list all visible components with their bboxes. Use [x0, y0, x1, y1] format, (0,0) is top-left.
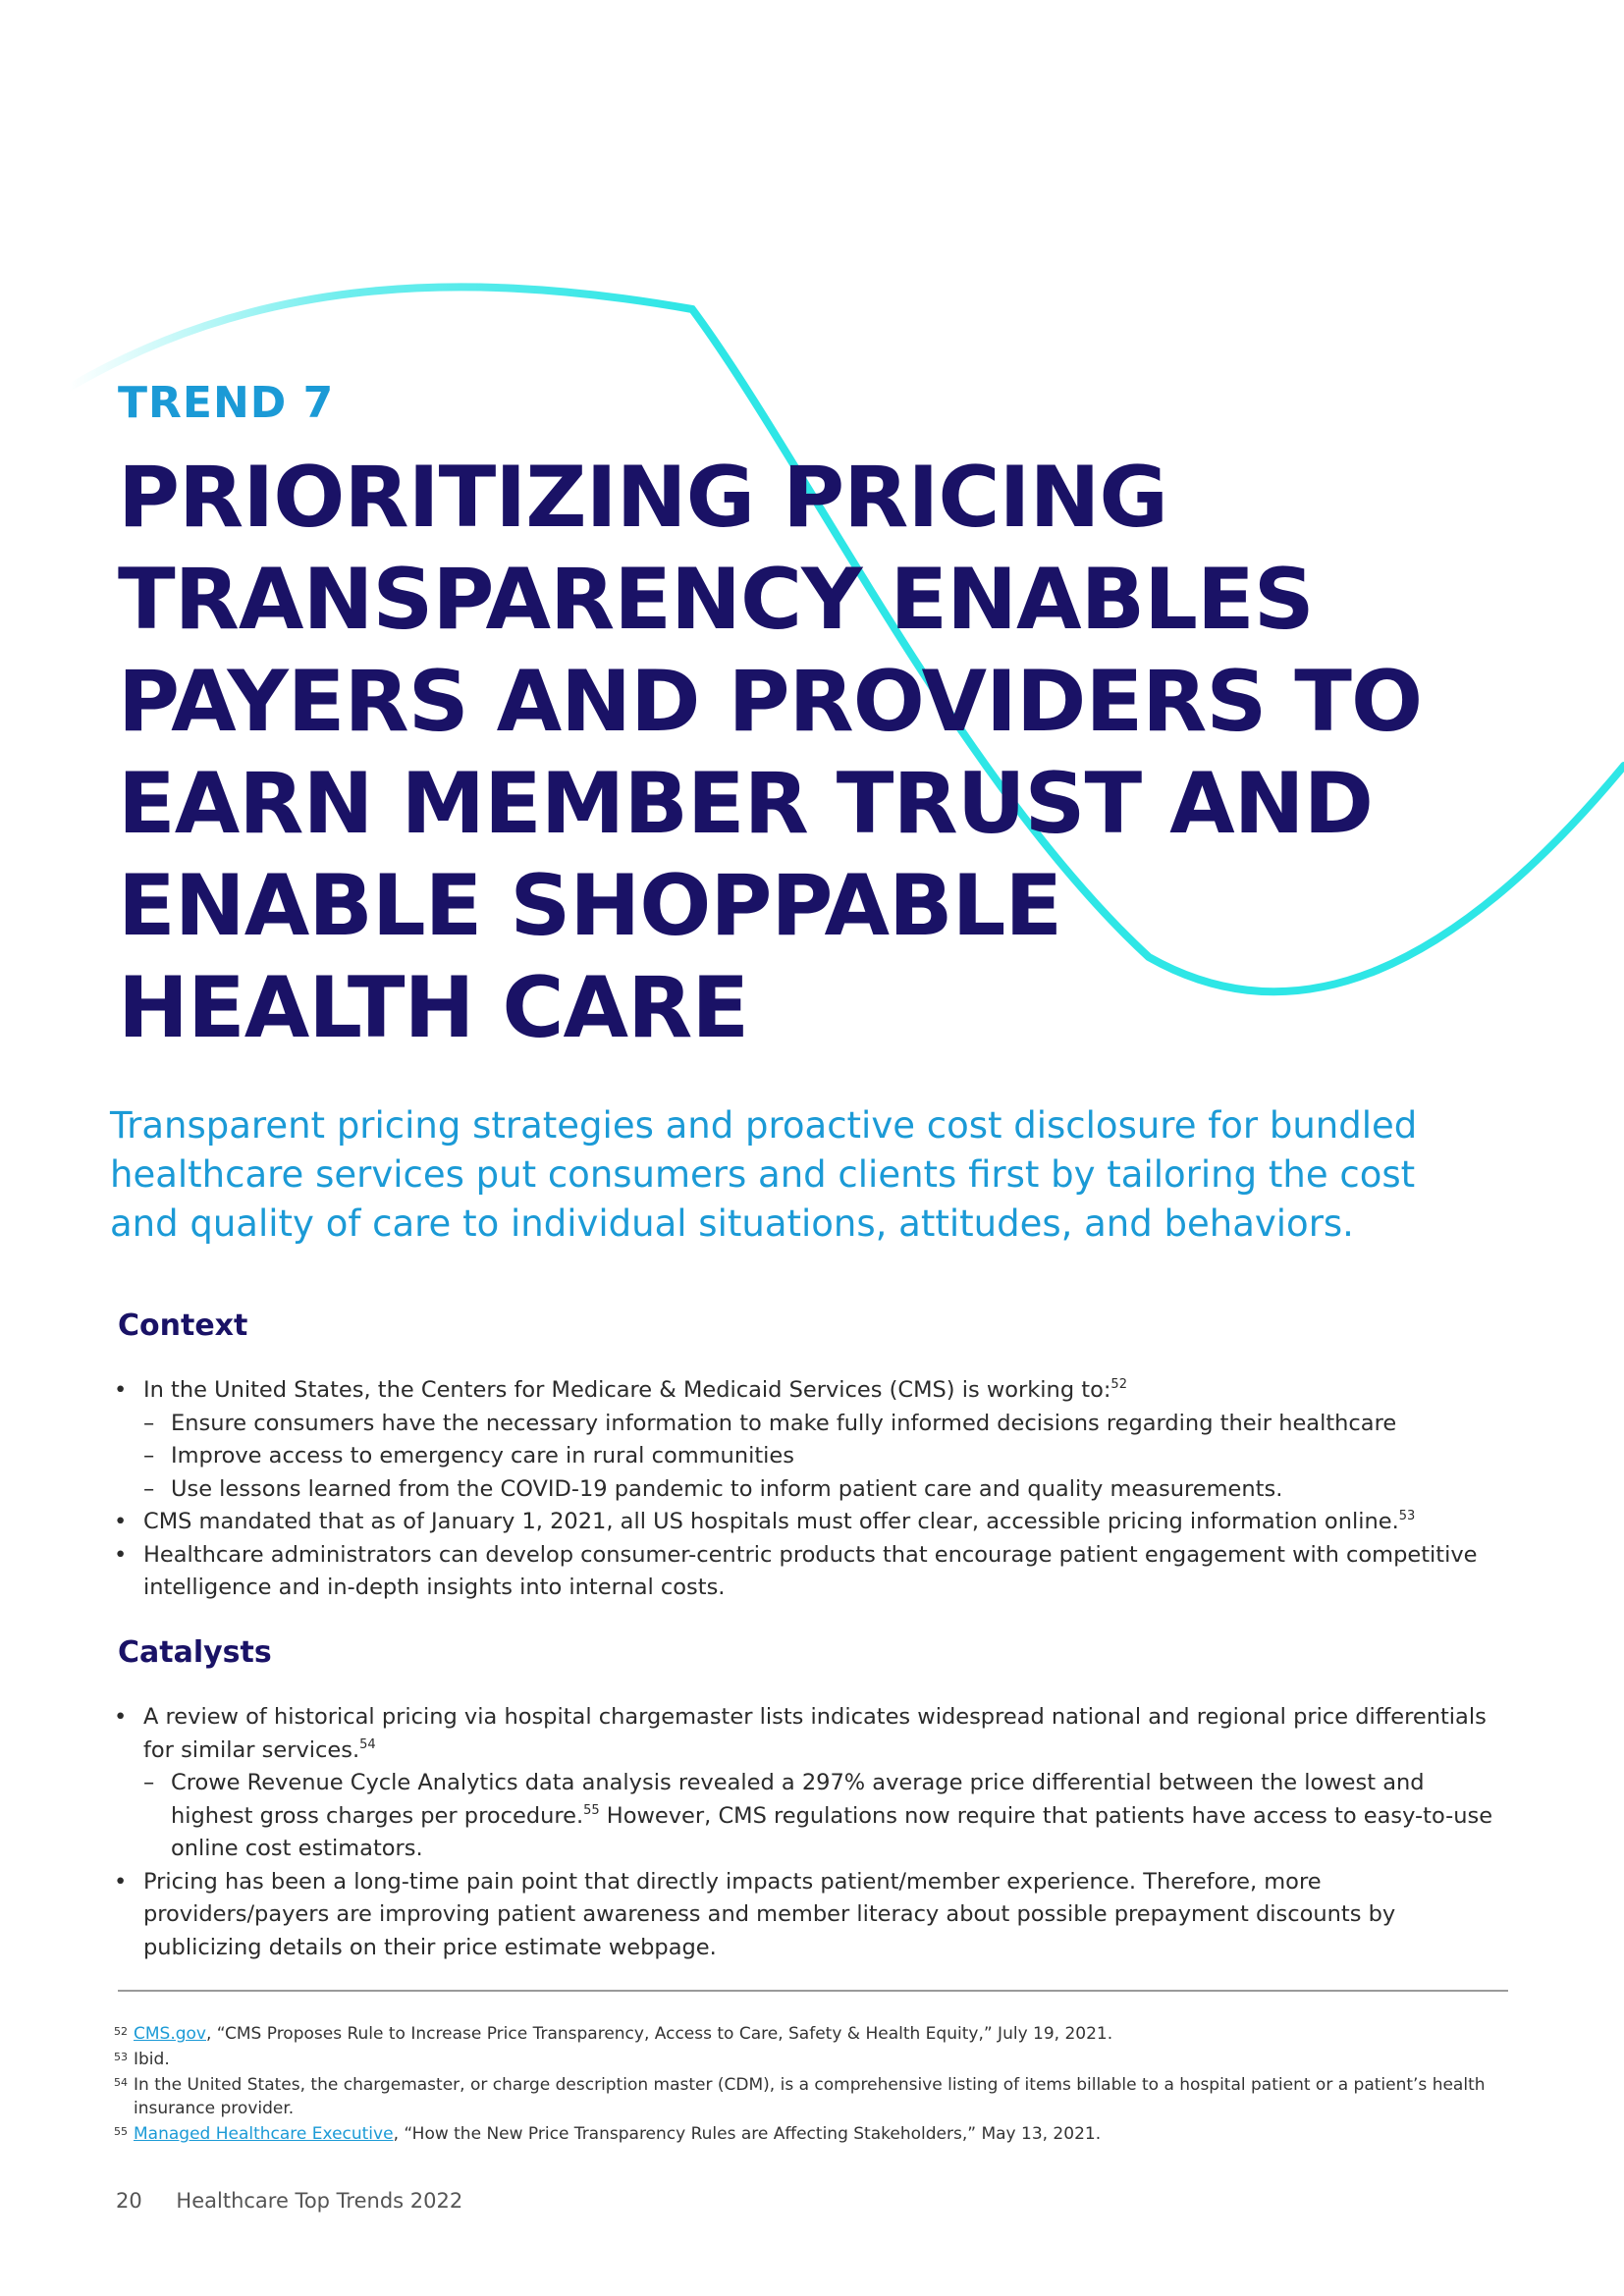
sub-bullet-text-cont: However, CMS regulations now require that patients have access to easy-to-use online cost estimators.: [171, 1802, 1493, 1861]
bullet-text: CMS mandated that as of January 1, 2021, all US hospitals must offer clear, accessible pricing information online.: [143, 1509, 1399, 1534]
list-item: [114, 1506, 1508, 1539]
footnote-link[interactable]: Managed Healthcare Executive: [134, 2124, 394, 2144]
footnote-ref: 54: [359, 1736, 376, 1752]
subtitle-line: Transparent pricing strategies and proactive cost disclosure for bundled: [110, 1104, 1418, 1147]
catalysts-list: [114, 1701, 1508, 1964]
catalysts-heading: Catalysts: [118, 1635, 272, 1670]
footnote-text: , “CMS Proposes Rule to Increase Price Transparency, Access to Care, Safety & Health Equity,” July 19, 2021.: [206, 2024, 1113, 2044]
context-heading: Context: [118, 1308, 248, 1343]
bullet-text: In the United States, the Centers for Medicare & Medicaid Services (CMS) is working to:: [143, 1377, 1111, 1403]
bullet-marker: •: [114, 1704, 128, 1730]
footnote-number: 53: [114, 2051, 128, 2063]
title-line: PRIORITIZING PRICING: [118, 449, 1168, 547]
sub-bullet-text: Use lessons learned from the COVID-19 pandemic to inform patient care and quality measurements.: [171, 1475, 1283, 1502]
sub-list-item: [114, 1408, 1508, 1441]
subtitle-line: healthcare services put consumers and clients first by tailoring the cost: [110, 1153, 1416, 1196]
footnote-text: , “How the New Price Transparency Rules are Affecting Stakeholders,” May 13, 2021.: [393, 2124, 1102, 2144]
list-item: [114, 1374, 1508, 1408]
title-line: TRANSPARENCY ENABLES: [118, 551, 1314, 649]
footnote-number: 54: [114, 2076, 128, 2089]
title-line: PAYERS AND PROVIDERS TO: [118, 653, 1423, 751]
sub-list-item: [114, 1767, 1508, 1866]
sub-list-item: [114, 1473, 1508, 1507]
bullet-marker: •: [114, 1868, 128, 1895]
footnote-ref: 52: [1110, 1377, 1127, 1392]
footnote-text: In the United States, the chargemaster, or charge description master (CDM), is a comprehensive listing of items billable to a hospital patient or a patient’s health insurance provider.: [134, 2075, 1486, 2118]
list-item: [114, 1539, 1508, 1605]
footnote-ref: 53: [1398, 1509, 1416, 1523]
sub-bullet-text: Crowe Revenue Cycle Analytics data analysis revealed a 297% average price differential between the lowest and highest gross charges per procedure.: [171, 1770, 1425, 1829]
page-footer: [116, 2189, 462, 2213]
footnote-link[interactable]: CMS.gov: [134, 2024, 206, 2044]
bullet-text: Pricing has been a long-time pain point that directly impacts patient/member experience. Therefore, more providers/payers are improving patient awareness and member literacy about possible prepayment discounts by publicizing details on their price estimate webpage.: [143, 1868, 1396, 1960]
bullet-text: Healthcare administrators can develop consumer-centric products that encourage patient engagement with competitive intelligence and in-depth insights into internal costs.: [143, 1541, 1478, 1600]
bullet-marker: •: [114, 1541, 128, 1568]
footnote-53: [114, 2048, 1508, 2071]
footnote-55: [114, 2122, 1508, 2146]
page-number: 20: [116, 2189, 142, 2213]
list-item: [114, 1866, 1508, 1965]
footnote-number: 55: [114, 2125, 128, 2138]
context-list: [114, 1374, 1508, 1605]
title-line: HEALTH CARE: [118, 959, 749, 1057]
bullet-text: A review of historical pricing via hospital chargemaster lists indicates widespread national and regional price differentials for similar services.: [143, 1704, 1487, 1763]
title-line: EARN MEMBER TRUST AND: [118, 755, 1373, 853]
list-item: [114, 1701, 1508, 1767]
bullet-marker: •: [114, 1509, 128, 1534]
subtitle: [110, 1101, 1504, 1249]
sub-bullet-text: Ensure consumers have the necessary information to make fully informed decisions regarding their healthcare: [171, 1410, 1397, 1436]
footnote-number: 52: [114, 2025, 128, 2038]
bullet-marker: •: [114, 1377, 128, 1403]
footnote-52: [114, 2022, 1508, 2046]
dash-marker: –: [143, 1770, 155, 1795]
dash-marker: –: [143, 1443, 155, 1468]
page-title: [118, 447, 1423, 1059]
footnote-text: Ibid.: [134, 2050, 170, 2069]
sub-bullet-text: Improve access to emergency care in rural communities: [171, 1443, 794, 1468]
footnotes: [114, 2022, 1508, 2148]
footnote-divider: [118, 1990, 1508, 1992]
title-line: ENABLE SHOPPABLE: [118, 857, 1062, 955]
dash-marker: –: [143, 1475, 155, 1502]
footnote-ref: 55: [583, 1802, 600, 1818]
publication-name: Healthcare Top Trends 2022: [176, 2189, 463, 2213]
dash-marker: –: [143, 1410, 155, 1436]
footnote-54: [114, 2073, 1508, 2120]
subtitle-line: and quality of care to individual situations, attitudes, and behaviors.: [110, 1202, 1354, 1245]
sub-list-item: [114, 1440, 1508, 1473]
trend-label: TREND 7: [118, 378, 335, 428]
